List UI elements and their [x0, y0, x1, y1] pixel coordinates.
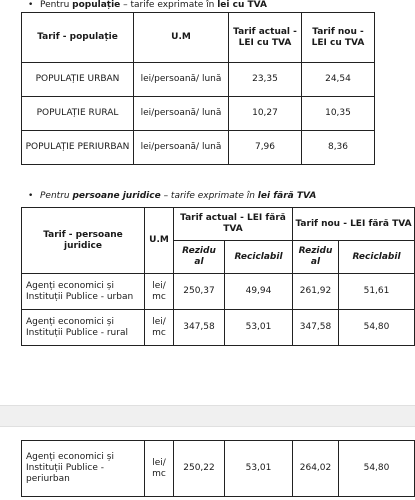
- row-current: 7,96: [229, 131, 302, 165]
- row-um: lei/persoană/ lună: [134, 63, 229, 97]
- header-new-tariff: Tarif nou - LEI fără TVA: [293, 208, 415, 241]
- header-recyclable: Reciclabil: [225, 241, 293, 274]
- tariff-table-legal-entities: [21, 207, 415, 346]
- row-new-recyclable: 54,80: [339, 441, 415, 497]
- page-break: [0, 405, 415, 427]
- header-current-tariff: Tarif actual - LEI cu TVA: [229, 13, 302, 63]
- row-new: 10,35: [302, 97, 375, 131]
- header-residual: Rezidu al: [174, 241, 225, 274]
- row-current: 10,27: [229, 97, 302, 131]
- header-residual: Rezidu al: [293, 241, 339, 274]
- row-new-recyclable: 51,61: [339, 274, 415, 310]
- row-current-residual: 250,22: [174, 441, 225, 497]
- row-name: Agenți economici și Instituții Publice - urban: [22, 274, 145, 310]
- row-name: POPULAȚIE URBAN: [22, 63, 134, 97]
- bullet-icon: •: [28, 191, 34, 201]
- row-new-residual: 347,58: [293, 310, 339, 346]
- row-current-recyclable: 53,01: [225, 441, 293, 497]
- tariff-table-legal-entities-continued: [21, 440, 415, 497]
- table-row: [22, 63, 375, 97]
- row-new: 8,36: [302, 131, 375, 165]
- row-current: 23,35: [229, 63, 302, 97]
- row-current-recyclable: 53,01: [225, 310, 293, 346]
- row-current-recyclable: 49,94: [225, 274, 293, 310]
- row-um: lei/ mc: [145, 310, 174, 346]
- row-um: lei/ mc: [145, 274, 174, 310]
- section2-caption: • Pentru persoane juridice – tarife exprimate în lei fără TVA: [28, 191, 317, 201]
- table-row: [22, 441, 415, 497]
- header-tariff-population: Tarif - populație: [22, 13, 134, 63]
- table-row: [22, 97, 375, 131]
- table-row: [22, 131, 375, 165]
- section1-caption: • Pentru populație – tarife exprimate în lei cu TVA: [28, 0, 267, 10]
- table-row: [22, 310, 415, 346]
- row-new: 24,54: [302, 63, 375, 97]
- header-recyclable: Reciclabil: [339, 241, 415, 274]
- row-um: lei/ mc: [145, 441, 174, 497]
- tariff-table-population: [21, 12, 375, 165]
- row-um: lei/persoană/ lună: [134, 97, 229, 131]
- row-name: Agenți economici și Instituții Publice - periurban: [22, 441, 145, 497]
- row-name: Agenți economici și Instituții Publice - rural: [22, 310, 145, 346]
- row-name: POPULAȚIE PERIURBAN: [22, 131, 134, 165]
- row-current-residual: 347,58: [174, 310, 225, 346]
- row-current-residual: 250,37: [174, 274, 225, 310]
- header-um: U.M: [134, 13, 229, 63]
- table-row: [22, 274, 415, 310]
- row-name: POPULAȚIE RURAL: [22, 97, 134, 131]
- row-new-recyclable: 54,80: [339, 310, 415, 346]
- row-new-residual: 261,92: [293, 274, 339, 310]
- header-current-tariff: Tarif actual - LEI fără TVA: [174, 208, 293, 241]
- header-new-tariff: Tarif nou - LEI cu TVA: [302, 13, 375, 63]
- bullet-icon: •: [28, 0, 34, 10]
- header-um: U.M: [145, 208, 174, 274]
- row-new-residual: 264,02: [293, 441, 339, 497]
- row-um: lei/persoană/ lună: [134, 131, 229, 165]
- header-tariff-legal: Tarif - persoane juridice: [22, 208, 145, 274]
